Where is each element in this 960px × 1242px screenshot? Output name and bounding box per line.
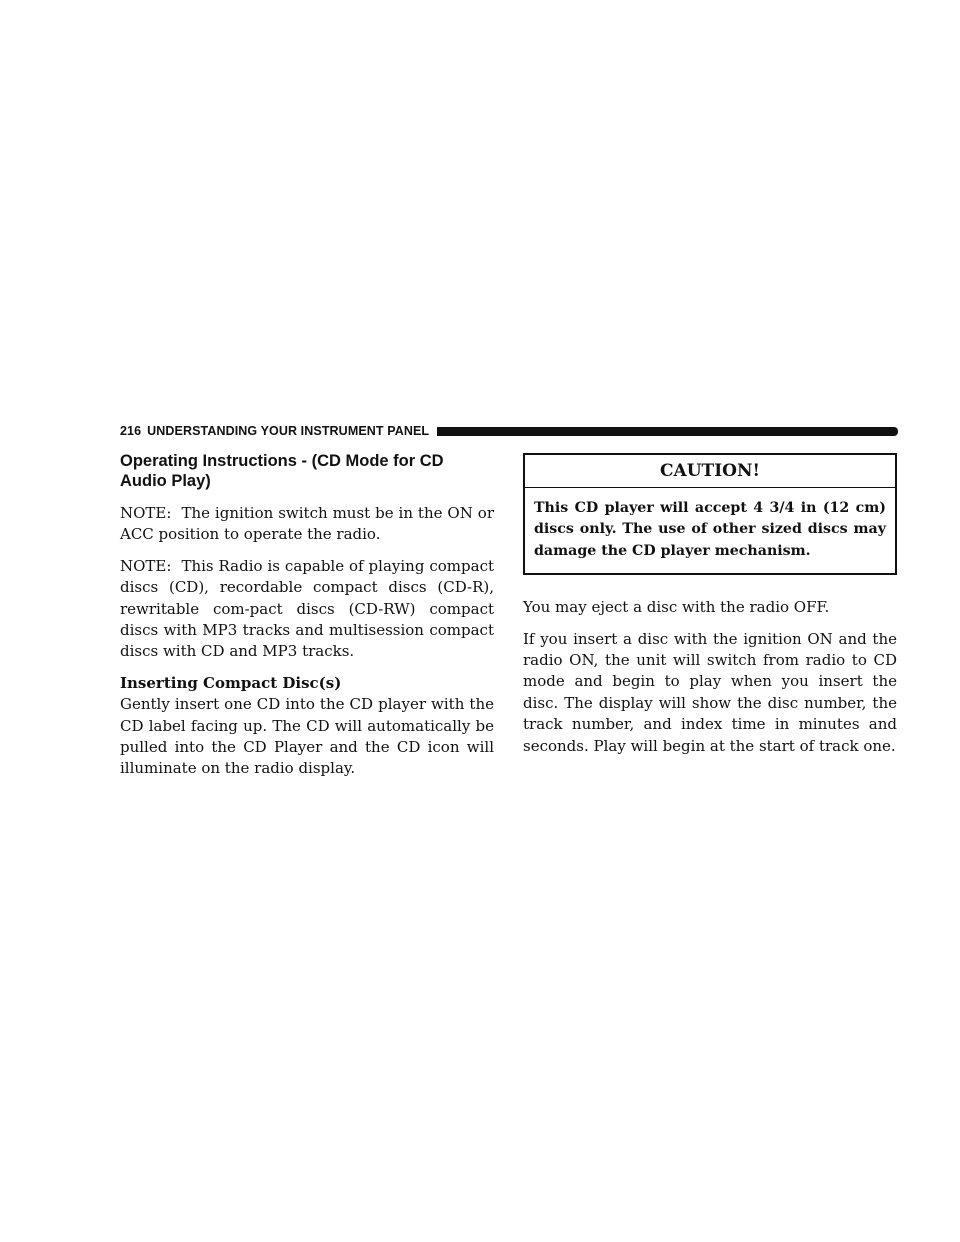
page-number: 216 — [120, 424, 142, 438]
right-column — [523, 451, 897, 767]
note-text: This Radio is capable of playing compact discs (CD), recordable compact discs (CD-R), rewritable com-pact discs (CD-RW) compact discs with MP3 tracks and multisession compact discs with CD and MP3 tracks. — [120, 556, 494, 661]
left-column — [120, 451, 494, 790]
header-rule — [437, 427, 898, 436]
subheading-inserting: Inserting Compact Disc(s) — [120, 673, 342, 692]
note-paragraph-1 — [120, 503, 494, 546]
caution-title: CAUTION! — [525, 455, 895, 488]
section-heading: Operating Instructions - (CD Mode for CD Audio Play) — [120, 452, 444, 490]
eject-paragraph: You may eject a disc with the radio OFF. — [523, 598, 830, 617]
caution-box — [523, 453, 897, 575]
note-label: NOTE: — [120, 504, 172, 522]
insert-paragraph: If you insert a disc with the ignition ON and the radio ON, the unit will switch from radio to CD mode and begin to play when you insert the disc. The display will show the disc number, the track number, and index time in minutes and seconds. Play will begin at the start of track one. — [523, 629, 897, 755]
inserting-paragraph: Gently insert one CD into the CD player with the CD label facing up. The CD will automatically be pulled into the CD Player and the CD icon will illuminate on the radio display. — [120, 695, 494, 778]
note-text: The ignition switch must be in the ON or ACC position to operate the radio. — [120, 504, 494, 544]
page-header — [120, 423, 898, 439]
note-label: NOTE: — [120, 556, 172, 575]
caution-text: This CD player will accept 4 3/4 in (12 cm) discs only. The use of other sized discs may damage the CD player mechanism. — [534, 500, 886, 559]
section-title: UNDERSTANDING YOUR INSTRUMENT PANEL — [147, 424, 430, 438]
note-paragraph-2 — [120, 556, 494, 663]
